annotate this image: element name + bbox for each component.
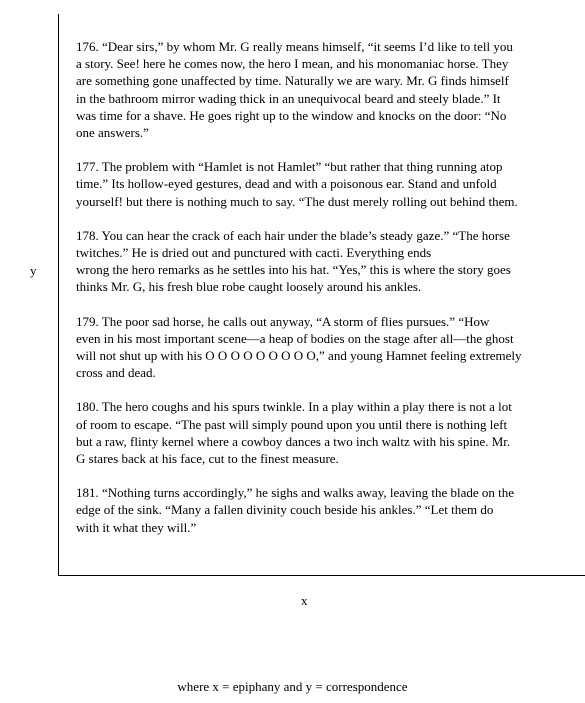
text-line: with it what they will.” — [76, 519, 197, 535]
text-line: 177. The problem with “Hamlet is not Hamlet” “but rather that thing running atop — [76, 159, 503, 175]
text-line: time.” Its hollow-eyed gestures, dead and with a poisonous ear. Stand and unfold — [76, 176, 497, 192]
paragraph-176 — [76, 38, 579, 141]
paragraph-179 — [76, 313, 579, 382]
text-line: a story. See! here he comes now, the hero I mean, and his monomaniac horse. They — [76, 56, 509, 72]
text-line: edge of the sink. “Many a fallen divinity couch beside his ankles.” “Let them do — [76, 502, 494, 518]
text-line: will not shut up with his O O O O O O O O O,” and young Hamnet feeling extremely — [76, 348, 522, 364]
text-line: wrong the hero remarks as he settles into his hat. “Yes,” this is where the story goes — [76, 262, 511, 278]
text-line: are something gone unaffected by time. Naturally we are wary. Mr. G finds himself — [76, 73, 509, 89]
text-line: but a raw, flinty kernel where a cowboy dances a two inch waltz with his spine. Mr. — [76, 433, 511, 449]
text-line: of room to escape. “The past will simply pound upon you until there is nothing left — [76, 416, 508, 432]
paragraph-181 — [76, 484, 579, 536]
text-line: 176. “Dear sirs,” by whom Mr. G really means himself, “it seems I’d like to tell you — [76, 39, 513, 54]
paragraph-180 — [76, 398, 579, 467]
text-block — [76, 38, 579, 553]
y-axis-label: y — [30, 263, 37, 278]
paragraph-177 — [76, 158, 579, 210]
text-line: G stares back at his face, cut to the finest measure. — [76, 451, 339, 467]
text-line: cross and dead. — [76, 365, 156, 381]
text-line: twitches.” He is dried out and punctured with cacti. Everything ends — [76, 245, 432, 261]
text-line: 180. The hero coughs and his spurs twinkle. In a play within a play there is not a lot — [76, 399, 512, 415]
paragraph-178 — [76, 227, 579, 296]
text-line: thinks Mr. G, his fresh blue robe caught loosely around his ankles. — [76, 279, 422, 295]
text-line: 181. “Nothing turns accordingly,” he sighs and walks away, leaving the blade on the — [76, 485, 515, 501]
text-line: even in his most important scene—a heap of bodies on the stage after all—the ghost — [76, 330, 514, 346]
axis-legend: where x = epiphany and y = correspondence — [177, 679, 408, 694]
text-line: 178. You can hear the crack of each hair under the blade’s steady gaze.” “The horse — [76, 227, 510, 243]
text-line: yourself! but there is nothing much to say. “The dust merely rolling out behind them. — [76, 193, 518, 209]
x-axis-label: x — [301, 593, 308, 608]
text-line: was time for a shave. He goes right up to the window and knocks on the door: “No — [76, 107, 507, 123]
text-line: in the bathroom mirror wading thick in an unequivocal beard and steely blade.” It — [76, 90, 501, 106]
text-line: 179. The poor sad horse, he calls out anyway, “A storm of flies pursues.” “How — [76, 313, 490, 329]
text-line: one answers.” — [76, 125, 149, 141]
